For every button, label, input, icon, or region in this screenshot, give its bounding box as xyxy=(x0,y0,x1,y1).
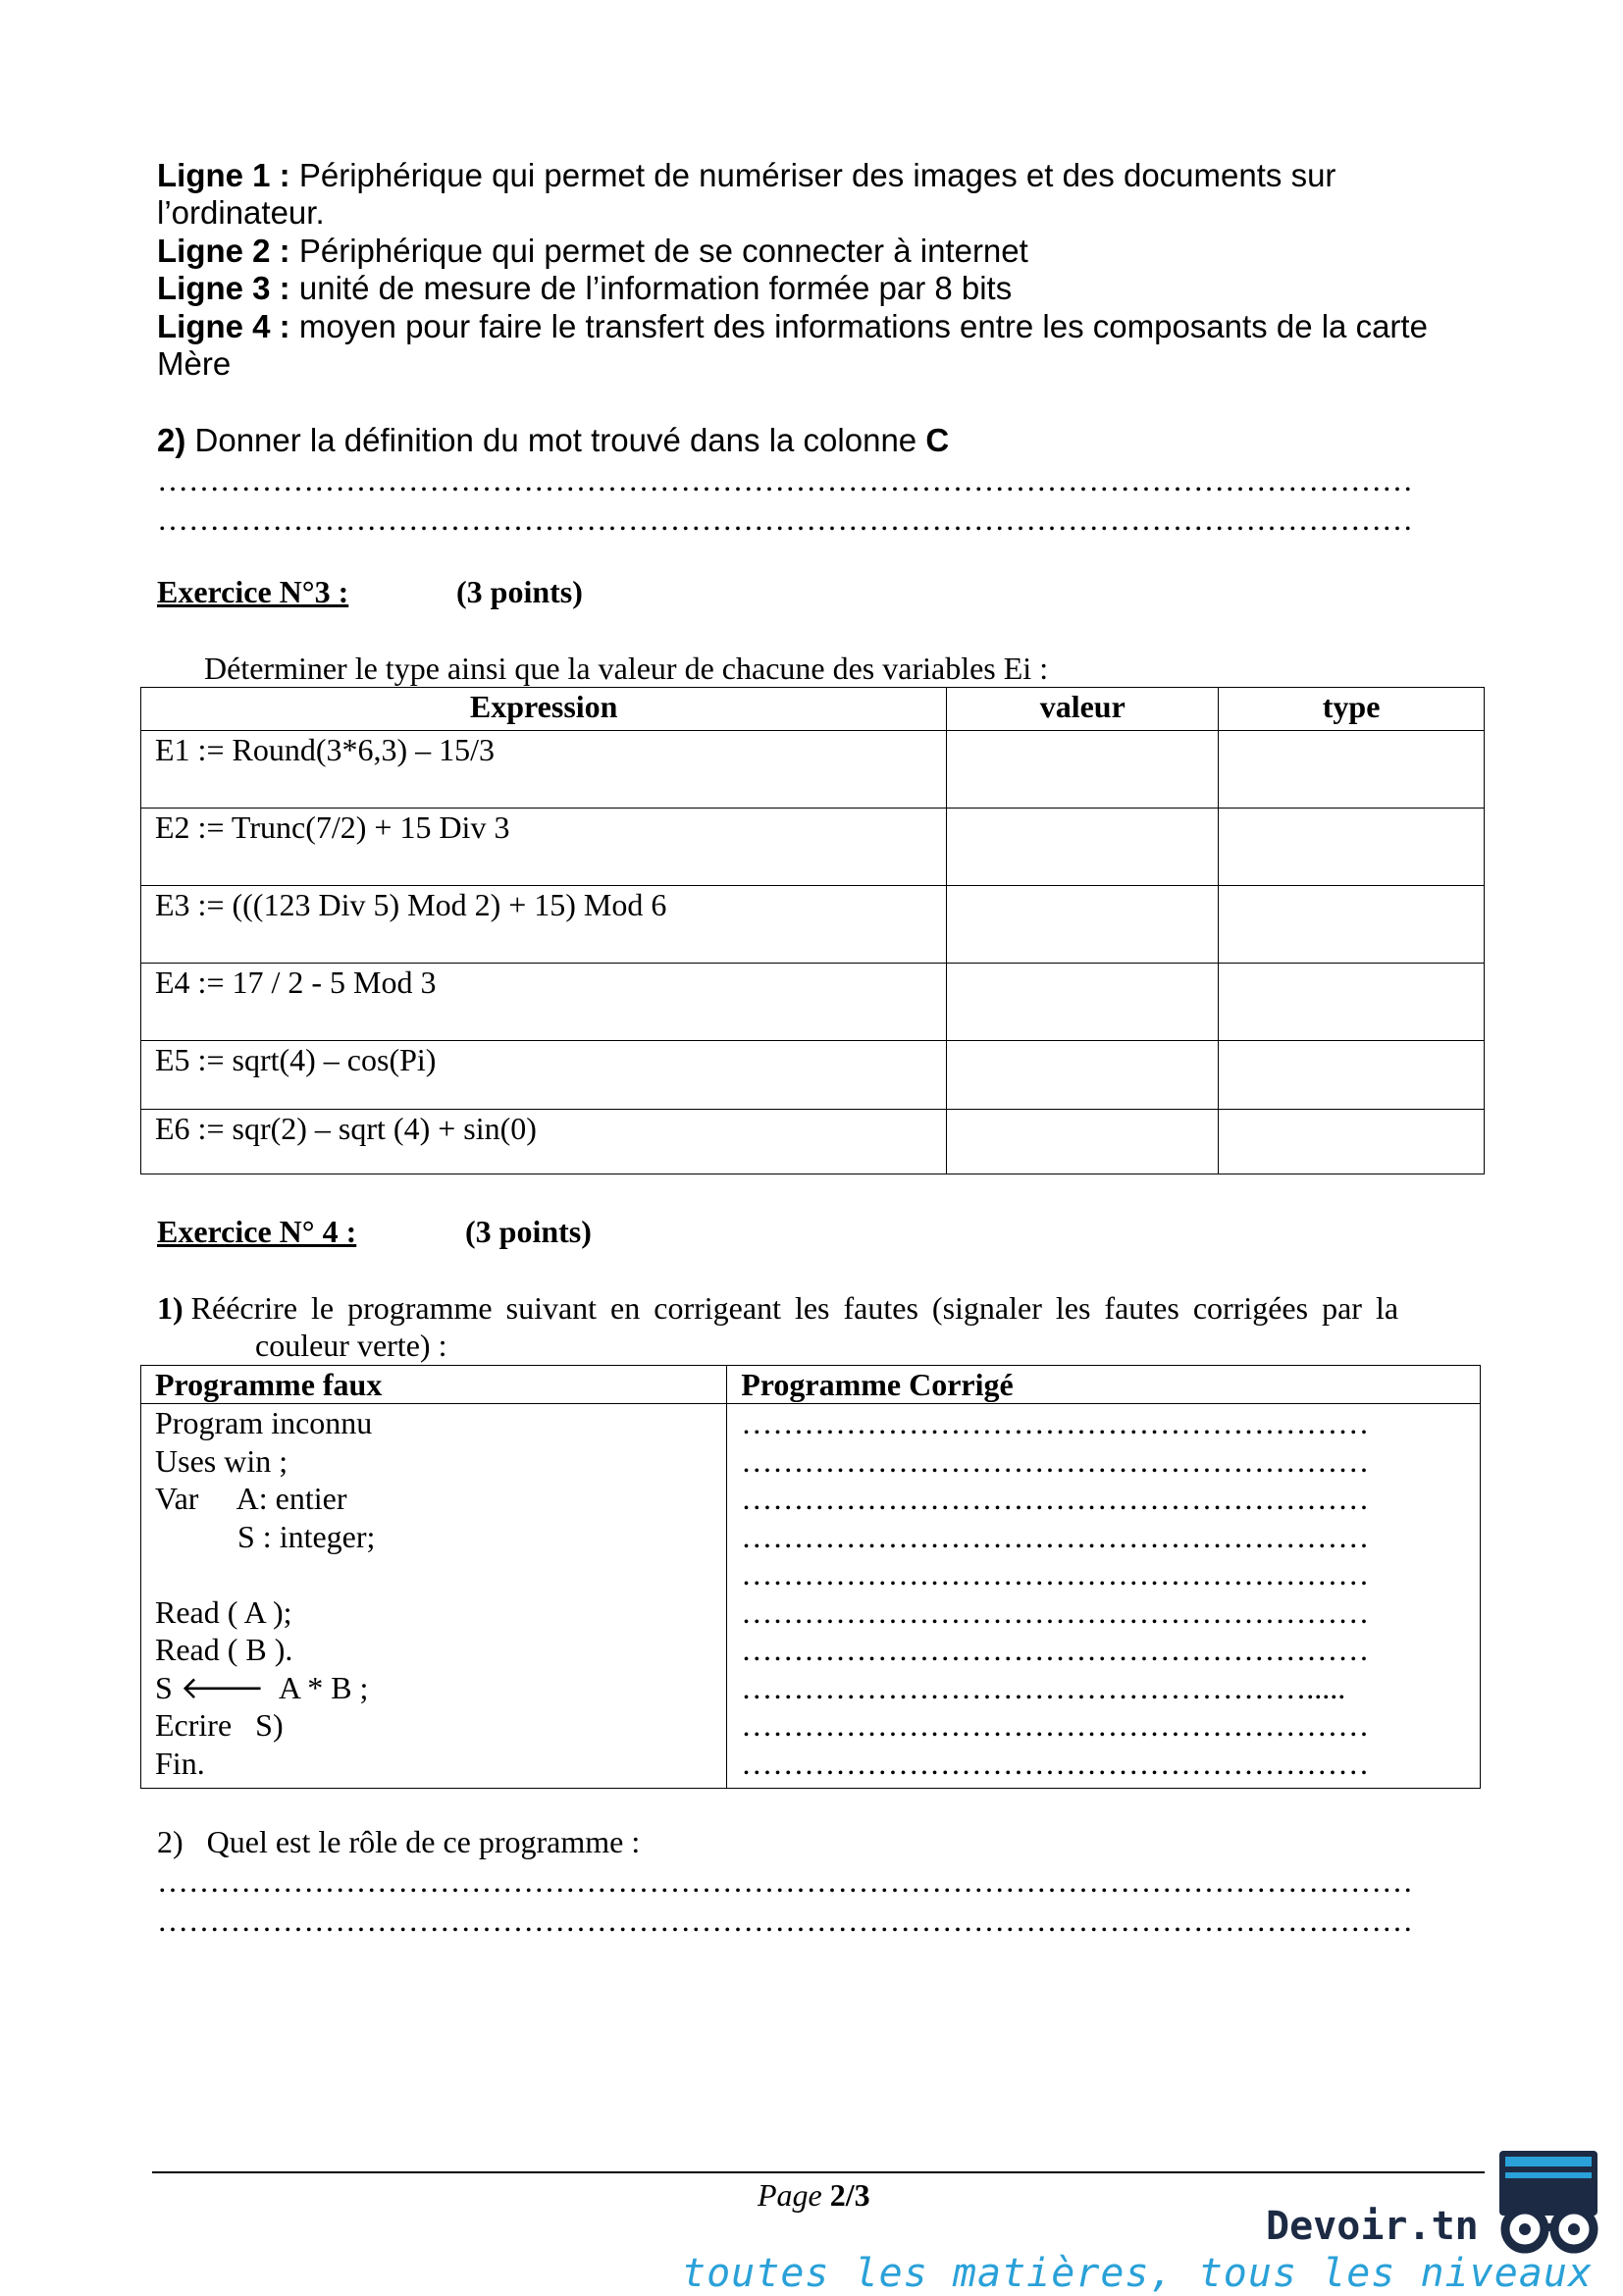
header-programme-corrige: Programme Corrigé xyxy=(727,1366,1481,1404)
ligne-3 xyxy=(157,270,1012,307)
exercice-4-points: (3 points) xyxy=(465,1214,592,1249)
exercice-4-question-2: 2) Quel est le rôle de ce programme : xyxy=(157,1824,641,1859)
expression-cell: E3 := (((123 Div 5) Mod 2) + 15) Mod 6 xyxy=(141,886,947,964)
programme-faux-cell xyxy=(141,1404,727,1789)
question-2 xyxy=(157,422,949,459)
valeur-cell[interactable] xyxy=(947,886,1219,964)
valeur-cell[interactable] xyxy=(947,809,1219,886)
ligne-4 xyxy=(157,308,1428,345)
type-cell[interactable] xyxy=(1219,964,1485,1041)
question-1-text: Réécrire le programme suivant en corrigeant les fautes (signaler les fautes corrigées par la xyxy=(190,1290,1399,1326)
brand-tagline: toutes les matières, tous les niveaux xyxy=(682,2251,1594,2296)
answer-dots: …………………………………………………… xyxy=(741,1481,1370,1516)
program-line: Var A: entier xyxy=(155,1481,347,1516)
footer-rule xyxy=(152,2171,1485,2173)
program-line: S 🡐 A * B ; xyxy=(155,1669,369,1705)
table-row xyxy=(141,809,1485,886)
table-row xyxy=(141,1110,1485,1174)
program-line: Fin. xyxy=(155,1745,205,1781)
program-body-row xyxy=(141,1404,1481,1789)
header-expression: Expression xyxy=(141,688,947,731)
answer-dots: …………………………………………………… xyxy=(741,1593,1370,1630)
type-cell[interactable] xyxy=(1219,1110,1485,1174)
type-cell[interactable] xyxy=(1219,731,1485,809)
answer-dots: …………………………………………………… xyxy=(741,1707,1370,1743)
expression-cell: E5 := sqrt(4) – cos(Pi) xyxy=(141,1041,947,1110)
expression-cell: E2 := Trunc(7/2) + 15 Div 3 xyxy=(141,809,947,886)
answer-dotted-line: ………………………………………………………………………………………………………… xyxy=(157,1903,1413,1938)
ligne-3-text: unité de mesure de l’information formée par 8 bits xyxy=(298,270,1013,306)
header-valeur: valeur xyxy=(947,688,1219,731)
programme-corrige-cell[interactable] xyxy=(727,1404,1481,1789)
answer-dotted-line: ………………………………………………………………………………………………………… xyxy=(157,462,1413,497)
brand-name: Devoir.tn xyxy=(1266,2204,1479,2249)
ligne-1 xyxy=(157,157,1335,194)
type-cell[interactable] xyxy=(1219,809,1485,886)
answer-dots: ………………………………………………..... xyxy=(741,1669,1346,1705)
header-programme-faux: Programme faux xyxy=(141,1366,727,1404)
program-header-row xyxy=(141,1366,1481,1404)
question-2-text: Donner la définition du mot trouvé dans la colonne xyxy=(194,422,917,458)
ligne-1-continuation: l’ordinateur. xyxy=(157,194,325,231)
valeur-cell[interactable] xyxy=(947,964,1219,1041)
answer-dotted-line: ………………………………………………………………………………………………………… xyxy=(157,1863,1413,1899)
program-line: Read ( B ). xyxy=(155,1632,293,1667)
question-2-number: 2) xyxy=(157,422,186,458)
expression-cell: E4 := 17 / 2 - 5 Mod 3 xyxy=(141,964,947,1041)
exercice-3-title: Exercice N°3 : xyxy=(157,574,349,609)
answer-dots: …………………………………………………… xyxy=(741,1442,1370,1479)
exercice-4-title: Exercice N° 4 : xyxy=(157,1214,357,1249)
answer-dots: …………………………………………………… xyxy=(741,1745,1370,1781)
ligne-4-label: Ligne 4 : xyxy=(157,308,290,344)
program-line: Program inconnu xyxy=(155,1405,373,1440)
table-header-row xyxy=(141,688,1485,731)
expression-cell: E6 := sqr(2) – sqrt (4) + sin(0) xyxy=(141,1110,947,1174)
ligne-1-label: Ligne 1 : xyxy=(157,157,290,193)
program-line: Read ( A ); xyxy=(155,1593,292,1630)
header-type: type xyxy=(1219,688,1485,731)
program-line xyxy=(155,1555,712,1593)
ligne-2-text: Périphérique qui permet de se connecter à internet xyxy=(298,233,1028,269)
program-line: Ecrire S) xyxy=(155,1707,284,1743)
answer-dots: …………………………………………………… xyxy=(741,1405,1370,1440)
exercice-4-heading xyxy=(157,1213,356,1250)
ligne-4-continuation: Mère xyxy=(157,345,232,382)
program-line: Uses win ; xyxy=(155,1442,288,1479)
table-row xyxy=(141,731,1485,809)
exercice-3-instruction: Déterminer le type ainsi que la valeur de chacune des variables Ei : xyxy=(204,651,1049,686)
question-1-continuation: couleur verte) : xyxy=(255,1328,447,1363)
program-line: S : integer; xyxy=(237,1518,376,1554)
ligne-2 xyxy=(157,233,1028,270)
answer-dots: …………………………………………………… xyxy=(741,1518,1370,1554)
ligne-4-text: moyen pour faire le transfert des informations entre les composants de la carte xyxy=(298,308,1428,344)
table-row xyxy=(141,1041,1485,1110)
expression-cell: E1 := Round(3*6,3) – 15/3 xyxy=(141,731,947,809)
type-cell[interactable] xyxy=(1219,886,1485,964)
program-table xyxy=(140,1365,1481,1789)
ligne-2-label: Ligne 2 : xyxy=(157,233,290,269)
book-glasses-logo-icon xyxy=(1482,2139,1619,2267)
answer-dots: …………………………………………………… xyxy=(741,1556,1370,1592)
exercice-3-points: (3 points) xyxy=(456,574,583,609)
type-cell[interactable] xyxy=(1219,1041,1485,1110)
table-row xyxy=(141,964,1485,1041)
question-1-number: 1) xyxy=(157,1290,183,1326)
page-num: 2/3 xyxy=(829,2177,870,2213)
answer-dots: …………………………………………………… xyxy=(741,1632,1370,1667)
variables-table xyxy=(140,687,1485,1174)
valeur-cell[interactable] xyxy=(947,1041,1219,1110)
exercice-3-heading xyxy=(157,573,348,610)
page-label: Page xyxy=(758,2177,822,2213)
ligne-3-label: Ligne 3 : xyxy=(157,270,290,306)
ligne-1-text: Périphérique qui permet de numériser des images et des documents sur xyxy=(298,157,1336,193)
exercice-4-question-1 xyxy=(157,1289,1482,1327)
valeur-cell[interactable] xyxy=(947,1110,1219,1174)
question-2-column: C xyxy=(925,422,950,458)
valeur-cell[interactable] xyxy=(947,731,1219,809)
answer-dotted-line: ………………………………………………………………………………………………………… xyxy=(157,501,1413,537)
table-row xyxy=(141,886,1485,964)
page-number xyxy=(758,2176,870,2214)
